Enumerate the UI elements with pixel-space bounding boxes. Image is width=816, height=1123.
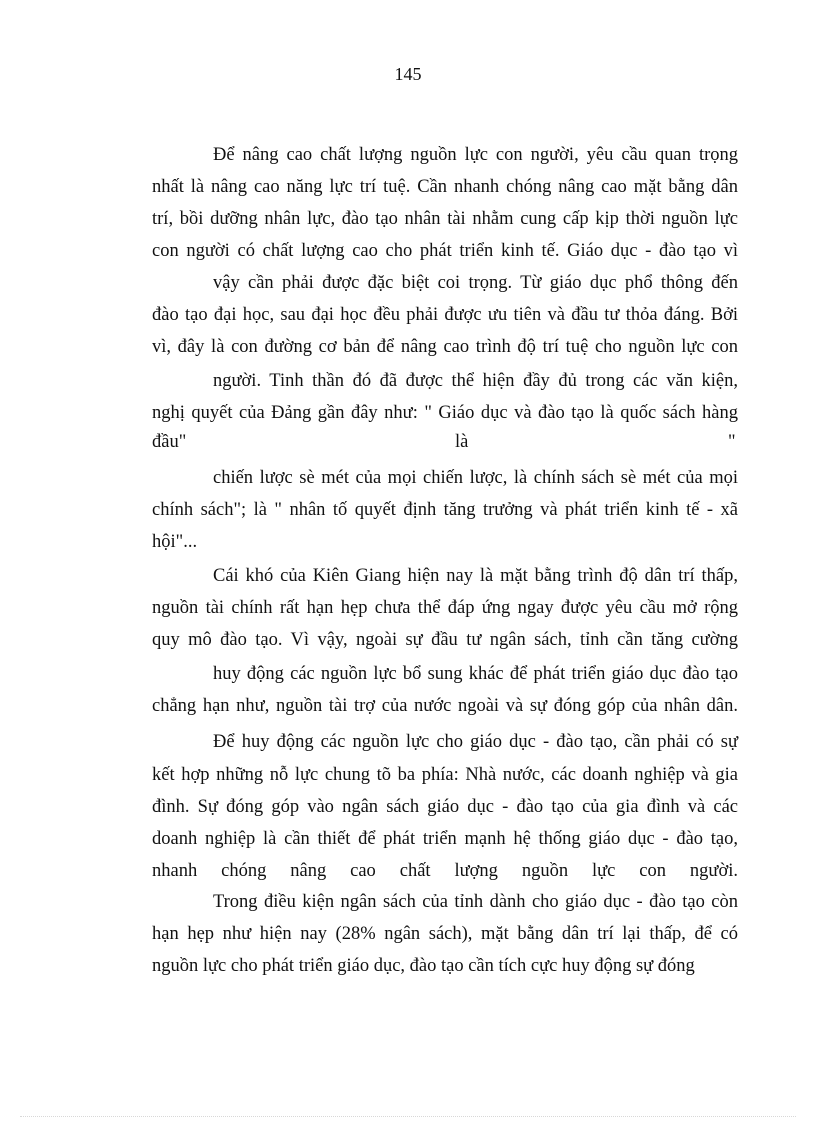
text-line: vậy cần phải được đặc biệt coi trọng. Từ giáo dục phổ thông đến: [213, 273, 738, 293]
text-line: nguồn tài chính rất hạn hẹp chưa thể đáp ứng ngay được yêu cầu mở rộng: [152, 598, 738, 618]
text-line: Để huy động các nguồn lực cho giáo dục - đào tạo, cần phải có sự: [213, 732, 738, 752]
page-bottom-divider: [20, 1116, 796, 1117]
text-line: chiến lược sè mét của mọi chiến lược, là chính sách sè mét của mọi: [213, 468, 738, 488]
text-line: nghị quyết của Đảng gần đây như: " Giáo dục và đào tạo là quốc sách hàng: [152, 403, 738, 423]
text-line: nhất là nâng cao năng lực trí tuệ. Cần nhanh chóng nâng cao mặt bằng dân: [152, 177, 738, 197]
text-line: con người có chất lượng cao cho phát triển kinh tế. Giáo dục - đào tạo vì: [152, 241, 738, 261]
text-line: vì, đây là con đường cơ bản để nâng cao trình độ trí tuệ cho nguồn lực con: [152, 337, 738, 357]
text-line: Để nâng cao chất lượng nguồn lực con người, yêu cầu quan trọng: [213, 145, 738, 165]
broken-line-middle: là: [455, 432, 469, 452]
text-line: doanh nghiệp là cần thiết để phát triển mạnh hệ thống giáo dục - đào tạo,: [152, 829, 738, 849]
text-line: trí, bồi dưỡng nhân lực, đào tạo nhân tài nhằm cung cấp kịp thời nguồn lực: [152, 209, 738, 229]
text-line: hạn hẹp như hiện nay (28% ngân sách), mặt bằng dân trí lại thấp, để có: [152, 924, 738, 944]
text-line: nhanh chóng nâng cao chất lượng nguồn lực con người.: [152, 861, 738, 881]
text-line: đình. Sự đóng góp vào ngân sách giáo dục - đào tạo của gia đình và các: [152, 797, 738, 817]
text-line: nguồn lực cho phát triển giáo dục, đào tạo cần tích cực huy động sự đóng: [152, 956, 695, 976]
text-line: Trong điều kiện ngân sách của tỉnh dành cho giáo dục - đào tạo còn: [213, 892, 738, 912]
text-line: chính sách"; là " nhân tố quyết định tăng trưởng và phát triển kinh tế - xã: [152, 500, 738, 520]
text-line: Cái khó của Kiên Giang hiện nay là mặt bằng trình độ dân trí thấp,: [213, 566, 738, 586]
text-line: chẳng hạn như, nguồn tài trợ của nước ngoài và sự đóng góp của nhân dân.: [152, 696, 738, 716]
text-line: đào tạo đại học, sau đại học đều phải được ưu tiên và đầu tư thỏa đáng. Bởi: [152, 305, 738, 325]
broken-line-right: ": [728, 432, 736, 452]
text-line: huy động các nguồn lực bổ sung khác để phát triển giáo dục đào tạo: [213, 664, 738, 684]
page-number: 145: [394, 64, 422, 84]
broken-line-left: đầu": [152, 432, 187, 452]
text-line: hội"...: [152, 532, 198, 552]
text-line: quy mô đào tạo. Vì vậy, ngoài sự đầu tư ngân sách, tỉnh cần tăng cường: [152, 630, 738, 650]
text-line: người. Tinh thần đó đã được thể hiện đầy đủ trong các văn kiện,: [213, 371, 738, 391]
text-line: kết hợp những nỗ lực chung tõ ba phía: Nhà nước, các doanh nghiệp và gia: [152, 765, 738, 785]
